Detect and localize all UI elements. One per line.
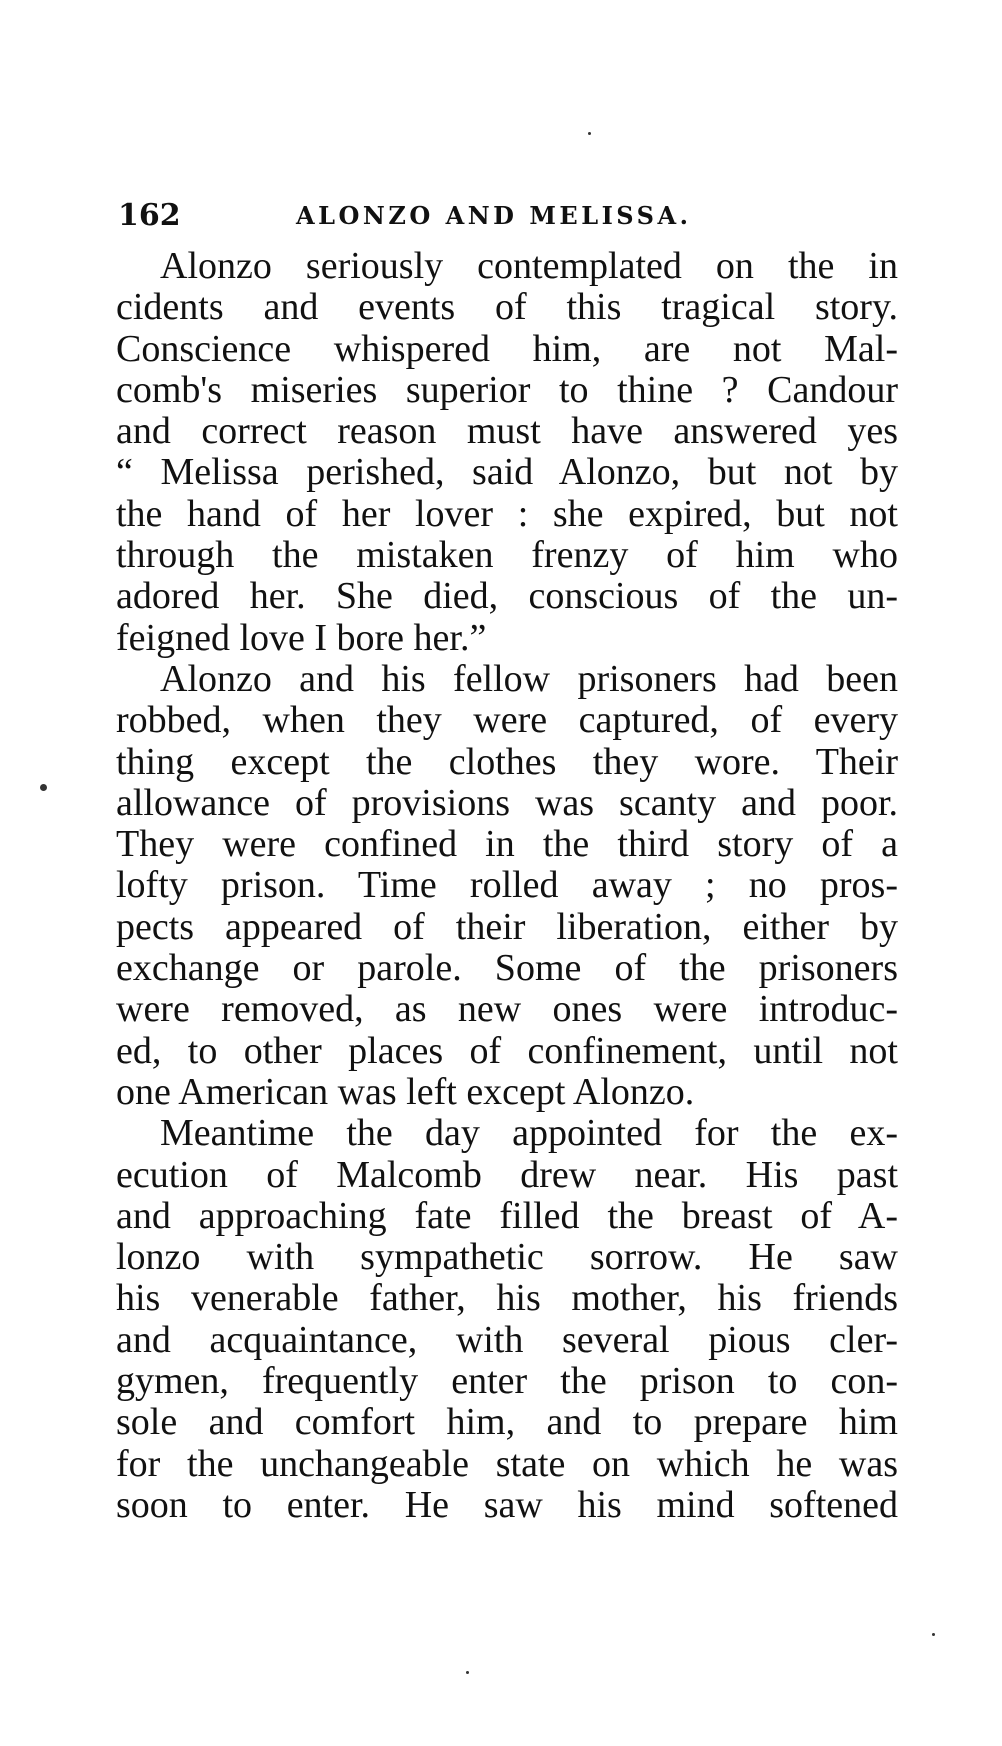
text-line: pects appeared of their liberation, either by: [116, 905, 898, 948]
text-line: robbed, when they were captured, of every: [116, 699, 898, 742]
paragraph-1: [116, 246, 898, 659]
text-line: and correct reason must have answered yes: [116, 410, 898, 453]
text-line: ed, to other places of confinement, until not: [116, 1029, 898, 1072]
margin-ink-speck: [40, 784, 47, 791]
text-line: Alonzo and his fellow prisoners had been: [160, 657, 898, 700]
text-line: one American was left except Alonzo.: [116, 1070, 695, 1113]
text-line: adored her. She died, conscious of the un-: [116, 575, 898, 618]
text-line: exchange or parole. Some of the prisoners: [116, 947, 898, 990]
text-line: allowance of provisions was scanty and poor.: [116, 781, 898, 824]
text-line: feigned love I bore her.”: [116, 616, 487, 659]
text-line: Alonzo seriously contemplated on the in: [160, 245, 898, 287]
text-line: cidents and events of this tragical story.: [116, 286, 898, 329]
body-text: [116, 246, 898, 1526]
text-line: sole and comfort him, and to prepare him: [116, 1401, 898, 1444]
text-line: his venerable father, his mother, his friends: [116, 1277, 898, 1320]
text-line: lofty prison. Time rolled away ; no pros-: [116, 864, 898, 907]
margin-ink-speck: [466, 1671, 469, 1674]
text-line: the hand of her lover : she expired, but not: [116, 492, 898, 535]
text-line: thing except the clothes they wore. Their: [116, 740, 898, 783]
text-line: “ Melissa perished, said Alonzo, but not by: [116, 451, 898, 494]
page-header: [118, 198, 898, 242]
text-line: comb's miseries superior to thine ? Candour: [116, 368, 898, 411]
running-title: ALONZO AND MELISSA.: [296, 201, 692, 230]
text-line: They were confined in the third story of a: [116, 823, 898, 866]
paragraph-2: [116, 659, 898, 1113]
text-line: through the mistaken frenzy of him who: [116, 534, 898, 577]
text-line: and acquaintance, with several pious cler-: [116, 1318, 898, 1361]
text-line: gymen, frequently enter the prison to con-: [116, 1360, 898, 1403]
text-line: ecution of Malcomb drew near. His past: [116, 1153, 898, 1196]
text-line: and approaching fate filled the breast of A-: [116, 1194, 898, 1237]
margin-ink-speck: [932, 1633, 935, 1636]
text-line: for the unchangeable state on which he was: [116, 1442, 898, 1485]
text-line: lonzo with sympathetic sorrow. He saw: [116, 1236, 898, 1279]
text-line: soon to enter. He saw his mind softened: [116, 1483, 898, 1526]
text-line: were removed, as new ones were introduc-: [116, 988, 898, 1031]
text-line: Conscience whispered him, are not Mal-: [116, 327, 898, 370]
text-line: Meantime the day appointed for the ex-: [160, 1112, 898, 1155]
margin-ink-speck: [588, 132, 591, 135]
page-number: 162: [118, 198, 181, 233]
paragraph-3: [116, 1113, 898, 1526]
